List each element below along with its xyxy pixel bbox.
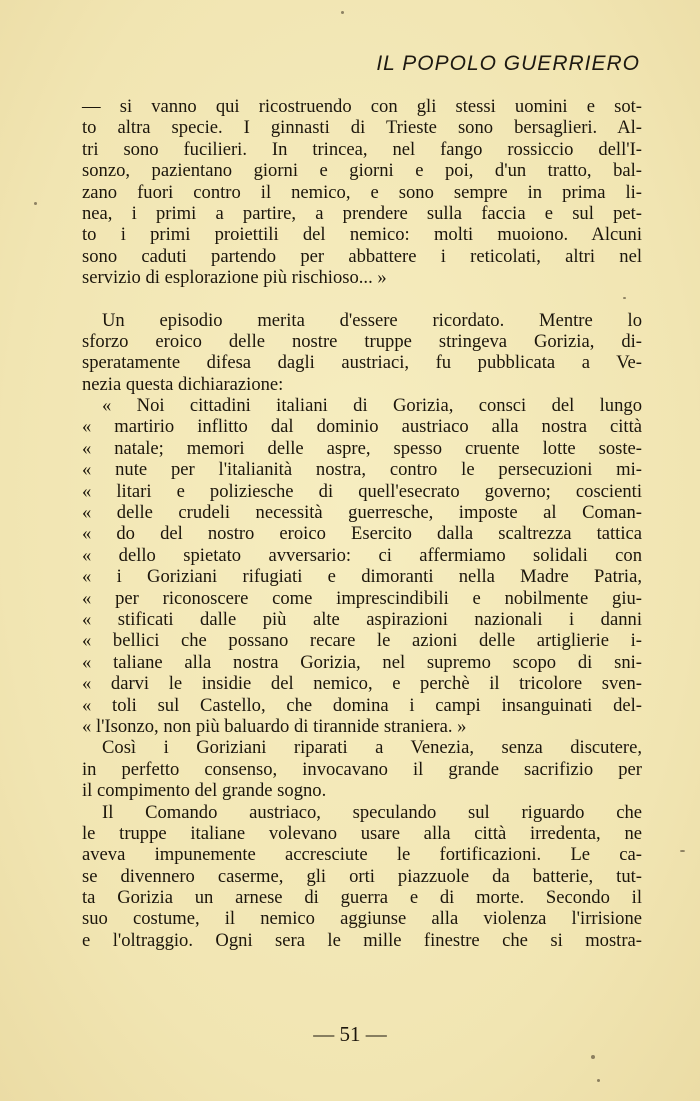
text-line: Il Comando austriaco, speculando sul riguardo che xyxy=(102,801,642,823)
body-text xyxy=(82,96,642,951)
quote-line: « l'Isonzo, non più baluardo di tirannide straniera. » xyxy=(82,715,467,737)
text-line: tri sono fucilieri. In trincea, nel fango rossiccio dell'I- xyxy=(82,138,642,160)
text-line: e l'oltraggio. Ogni sera le mille finestre che si mostra- xyxy=(82,929,642,951)
text-line: speratamente difesa dagli austriaci, fu pubblicata a Ve- xyxy=(82,352,642,374)
quote-line: « martirio inflitto dal dominio austriaco alla nostra città xyxy=(82,416,642,438)
paragraph-gap xyxy=(82,289,642,310)
text-line: — si vanno qui ricostruendo con gli stessi uomini e sot- xyxy=(82,96,642,117)
paper-speck xyxy=(597,1079,600,1082)
quote-line: « litari e poliziesche di quell'esecrato governo; coscienti xyxy=(82,480,642,502)
text-line: to altra specie. I ginnasti di Trieste sono bersaglieri. Al- xyxy=(82,117,642,139)
quote-line: « per riconoscere come imprescindibili e nobilmente giu- xyxy=(82,587,642,609)
quote-line: « i Goriziani rifugiati e dimoranti nella Madre Patria, xyxy=(82,566,642,588)
text-line: ta Gorizia un arnese di guerra e di morte. Secondo il xyxy=(82,887,642,909)
text-line: nea, i primi a partire, a prendere sulla faccia e sul pet- xyxy=(82,202,642,224)
quote-line: « taliane alla nostra Gorizia, nel supremo scopo di sni- xyxy=(82,651,642,673)
paper-speck xyxy=(591,1055,595,1059)
text-line: le truppe italiane volevano usare alla città irredenta, ne xyxy=(82,822,642,844)
text-line: aveva impunemente accresciute le fortificazioni. Le ca- xyxy=(82,844,642,866)
text-line: to i primi proiettili del nemico: molti muoiono. Alcuni xyxy=(82,224,642,246)
paper-speck xyxy=(341,11,344,14)
quote-line: « natale; memori delle aspre, spesso cruente lotte soste- xyxy=(82,437,642,459)
quote-line: « do del nostro eroico Esercito dalla scaltrezza tattica xyxy=(82,523,642,545)
quote-line: « bellici che possano recare le azioni delle artiglierie i- xyxy=(82,630,642,652)
quote-line: « darvi le insidie del nemico, e perchè il tricolore sven- xyxy=(82,673,642,695)
text-line: Un episodio merita d'essere ricordato. Mentre lo xyxy=(102,309,642,331)
text-line: in perfetto consenso, invocavano il grande sacrifizio per xyxy=(82,758,642,780)
text-line: se divennero caserme, gli orti piazzuole da batterie, tut- xyxy=(82,865,642,887)
quote-line: « dello spietato avversario: ci affermiamo solidali con xyxy=(82,544,642,566)
quote-line: « delle crudeli necessità guerresche, imposte al Coman- xyxy=(82,502,642,524)
text-line: zano fuori contro il nemico, e sono sempre in prima li- xyxy=(82,181,642,203)
quote-line: « Noi cittadini italiani di Gorizia, consci del lungo xyxy=(102,395,642,417)
running-head: IL POPOLO GUERRIERO xyxy=(376,52,640,75)
paragraph-3 xyxy=(82,737,642,801)
text-line: sonzo, pazientano giorni e giorni e poi, d'un tratto, bal- xyxy=(82,160,642,182)
quote-line: « nute per l'italianità nostra, contro le persecuzioni mi- xyxy=(82,459,642,481)
text-line: sono caduti partendo per abbattere i reticolati, altri nel xyxy=(82,245,642,267)
paper-speck xyxy=(680,850,685,852)
text-line: Così i Goriziani riparati a Venezia, senza discutere, xyxy=(102,737,642,759)
quote-line: « stificati dalle più alte aspirazioni nazionali i danni xyxy=(82,608,642,630)
paragraph-4 xyxy=(82,802,642,952)
text-line: sforzo eroico delle nostre truppe stringeva Gorizia, di- xyxy=(82,330,642,352)
paragraph-1 xyxy=(82,96,642,289)
text-line: nezia questa dichiarazione: xyxy=(82,373,284,395)
text-line: servizio di esplorazione più rischioso... » xyxy=(82,267,387,289)
paper-speck xyxy=(34,202,37,205)
text-line: suo costume, il nemico aggiunse alla violenza l'irrisione xyxy=(82,908,642,930)
page-number: — 51 — xyxy=(313,1022,387,1046)
quote-line: « toli sul Castello, che domina i campi insanguinati del- xyxy=(82,694,642,716)
declaration-quote xyxy=(82,395,642,737)
text-line: il compimento del grande sogno. xyxy=(82,780,327,802)
paragraph-2 xyxy=(82,310,642,396)
